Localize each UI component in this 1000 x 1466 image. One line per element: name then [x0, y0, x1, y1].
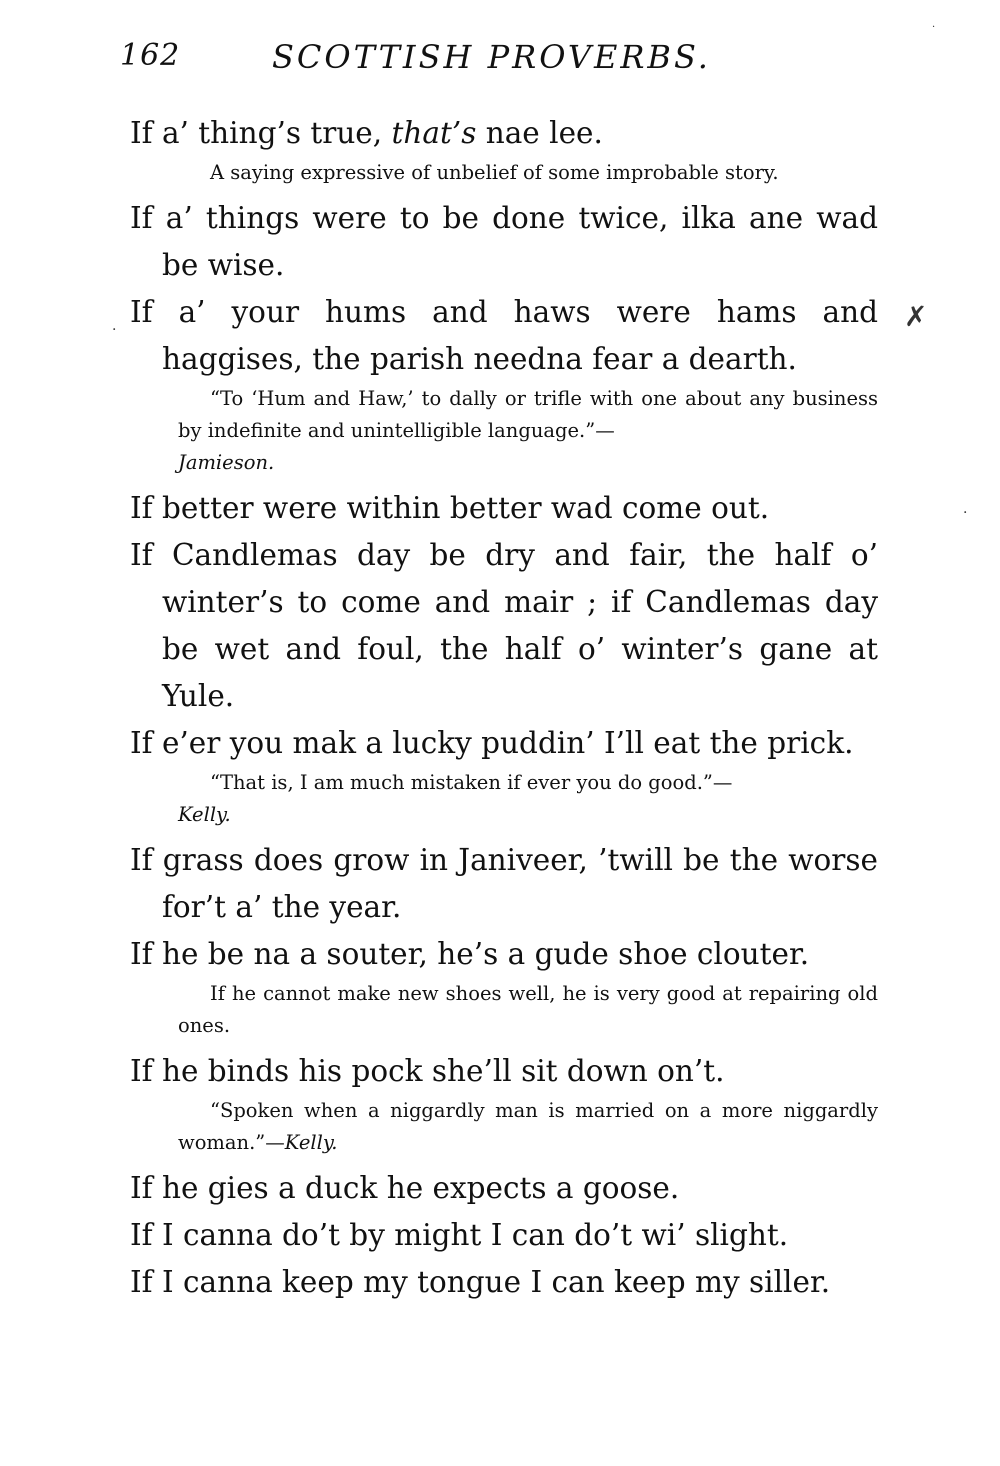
proverb-entry	[130, 289, 878, 479]
running-title: SCOTTISH PROVERBS.	[272, 38, 711, 76]
proverb-entry	[130, 1048, 878, 1159]
proverb-note: “Spoken when a niggardly man is married on a more niggardly woman.”—Kelly.	[178, 1099, 878, 1154]
attribution: Jamieson.	[178, 451, 275, 474]
margin-speck: ·	[112, 322, 117, 338]
proverb-entry	[130, 532, 878, 720]
proverb-list	[130, 110, 878, 1306]
attribution: Kelly.	[178, 803, 231, 826]
proverb-text: If a’ things were to be done twice, ilka ane wad be wise.	[130, 201, 878, 282]
page-number: 162	[120, 38, 181, 73]
proverb-text: If he binds his pock she’ll sit down on’t.	[130, 1054, 725, 1088]
running-header	[120, 38, 900, 88]
proverb-note: If he cannot make new shoes well, he is very good at repairing old ones.	[178, 982, 878, 1037]
proverb-text: If I canna keep my tongue I can keep my siller.	[130, 1265, 831, 1299]
proverb-note: “To ‘Hum and Haw,’ to dally or trifle with one about any business by indefinite and unintelligible language.”— Jamieson.	[178, 387, 878, 474]
proverb-entry	[130, 931, 878, 1042]
proverb-text: If grass does grow in Janiveer, ’twill be the worse for’t a’ the year.	[130, 843, 878, 924]
attribution: Kelly.	[284, 1131, 338, 1154]
margin-check-mark: ✗	[904, 300, 928, 333]
proverb-text: If a’ thing’s true, that’s nae lee.	[130, 116, 603, 150]
proverb-entry	[130, 195, 878, 289]
proverb-note: A saying expressive of unbelief of some improbable story.	[210, 161, 779, 184]
proverb-text: If Candlemas day be dry and fair, the half o’ winter’s to come and mair ; if Candlemas day be wet and foul, the half o’ winter’s gane at Yule.	[130, 538, 878, 713]
proverb-entry	[130, 720, 878, 831]
proverb-entry	[130, 1165, 878, 1212]
proverb-entry	[130, 110, 878, 189]
proverb-text: If he gies a duck he expects a goose.	[130, 1171, 680, 1205]
proverb-entry	[130, 1212, 878, 1259]
proverb-note: “That is, I am much mistaken if ever you do good.”— Kelly.	[178, 771, 733, 826]
proverb-entry	[130, 1259, 878, 1306]
proverb-text: If I canna do’t by might I can do’t wi’ slight.	[130, 1218, 789, 1252]
proverb-entry	[130, 837, 878, 931]
emphasis: that’s	[391, 116, 477, 150]
proverb-text: If he be na a souter, he’s a gude shoe clouter.	[130, 937, 810, 971]
proverb-text: If a’ your hums and haws were hams and haggises, the parish needna fear a dearth.	[130, 295, 878, 376]
proverb-text: If better were within better wad come out.	[130, 491, 770, 525]
margin-speck: ·	[932, 22, 936, 33]
proverb-text: If e’er you mak a lucky puddin’ I’ll eat the prick.	[130, 726, 854, 760]
proverb-entry	[130, 485, 878, 532]
margin-speck: ·	[963, 505, 968, 521]
